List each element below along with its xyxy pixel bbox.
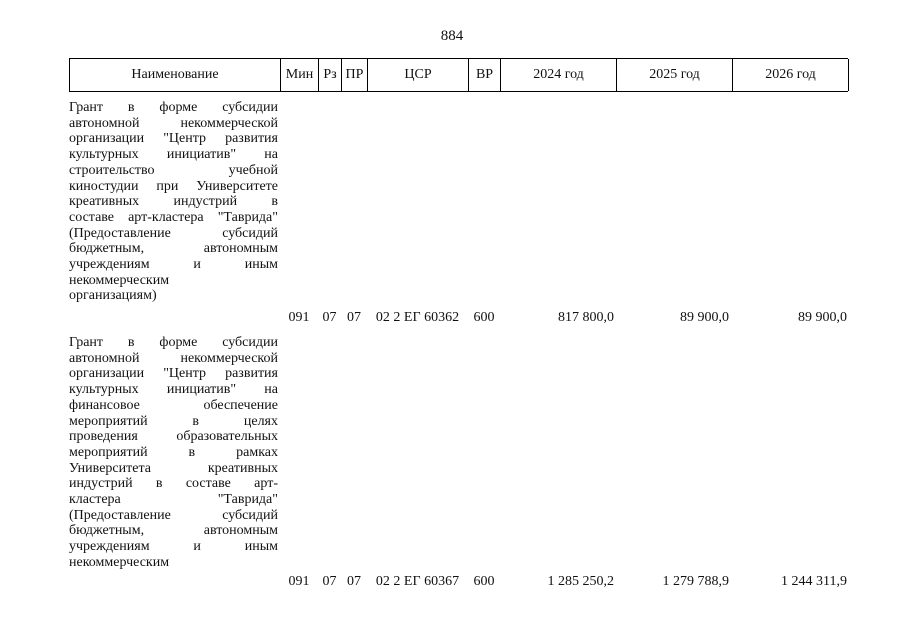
name-line: некоммерческим (69, 272, 170, 288)
name-line: организации "Центр развития (69, 131, 278, 147)
cell-2026: 89 900,0 (798, 310, 847, 325)
table-row (69, 100, 848, 330)
header-2024: 2024 год (501, 59, 617, 91)
name-line: проведения образовательных (69, 429, 278, 445)
cell-pr: 07 (347, 310, 361, 325)
name-line: финансовое обеспечение (69, 397, 278, 413)
name-line: учреждениям и иным (69, 257, 278, 273)
cell-min: 091 (288, 574, 310, 589)
table-row (69, 335, 848, 595)
name-line: составе арт-кластера "Таврида" (69, 209, 278, 225)
cell-2025: 89 900,0 (680, 310, 729, 325)
row-name (69, 335, 278, 571)
name-line: бюджетным, автономным (69, 523, 278, 539)
name-line: индустрий в составе арт- (69, 476, 278, 492)
cell-vr: 600 (473, 574, 495, 589)
cell-2024: 817 800,0 (558, 310, 614, 325)
row-name (69, 100, 278, 304)
cell-vr: 600 (473, 310, 495, 325)
name-line: креативных индустрий в (69, 194, 278, 210)
name-line: некоммерческим (69, 554, 170, 570)
cell-rz: 07 (322, 310, 337, 325)
name-line: строительство учебной (69, 162, 278, 178)
cell-rz: 07 (322, 574, 337, 589)
name-line: бюджетным, автономным (69, 241, 278, 257)
name-line: кластера "Таврида" (69, 492, 278, 508)
name-line: организации "Центр развития (69, 366, 278, 382)
cell-csr: 02 2 ЕГ 60367 (375, 574, 460, 589)
cell-2026: 1 244 311,9 (781, 574, 847, 589)
header-csr: ЦСР (368, 59, 469, 91)
header-vr: ВР (469, 59, 501, 91)
name-line: автономной некоммерческой (69, 115, 278, 131)
cell-csr: 02 2 ЕГ 60362 (375, 310, 460, 325)
page-number: 884 (440, 28, 464, 44)
name-line: учреждениям и иным (69, 539, 278, 555)
cell-2024: 1 285 250,2 (547, 574, 614, 589)
cell-pr: 07 (347, 574, 361, 589)
name-line: мероприятий в рамках (69, 444, 278, 460)
cell-2025: 1 279 788,9 (662, 574, 729, 589)
header-rz: Рз (319, 59, 342, 91)
header-2025: 2025 год (617, 59, 733, 91)
table-header (69, 58, 848, 92)
header-min: Мин (281, 59, 319, 91)
name-line: автономной некоммерческой (69, 350, 278, 366)
header-pr: ПР (342, 59, 368, 91)
cell-min: 091 (288, 310, 310, 325)
header-2026: 2026 год (733, 59, 849, 91)
name-line: Грант в форме субсидии (69, 100, 278, 115)
header-name: Наименование (70, 59, 281, 91)
name-line: (Предоставление субсидий (69, 507, 278, 523)
name-line: Грант в форме субсидии (69, 335, 278, 350)
name-line: мероприятий в целях (69, 413, 278, 429)
name-line: культурных инициатив" на (69, 147, 278, 163)
name-line: организациям) (69, 288, 157, 304)
name-line: киностудии при Университете (69, 178, 278, 194)
name-line: Университета креативных (69, 460, 278, 476)
name-line: культурных инициатив" на (69, 382, 278, 398)
name-line: (Предоставление субсидий (69, 225, 278, 241)
